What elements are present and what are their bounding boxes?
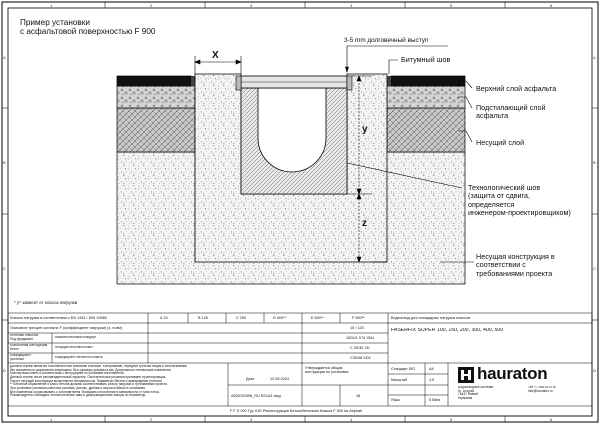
ruler-col-1-bottom: 1 [50,417,53,422]
tb-row3-mid: Нижний бетонный стандарт [55,336,96,339]
callout-bitumen-seam: Битумный шов [401,55,451,64]
ruler-row-a-right: A [593,55,596,60]
tb-date-value: 12.05.2024 [270,377,290,381]
ruler-col-5: 5 [450,3,453,8]
hauraton-logo-text: hauraton [477,364,548,383]
callout-base-layer: Несущий слой [476,138,525,147]
ruler-row-b-right: B [593,160,596,165]
ruler-col-1: 1 [50,3,53,8]
tb-depth-value-4: C30/38 XD2 [350,356,371,360]
tb-scale-label: Масштаб [391,378,408,382]
tb-depth-row-label: Описание трещин согласно F (коэффициент нагрузки) (x, в мм) [10,326,123,330]
ruler-row-d-right: D [593,368,596,373]
tb-row4-mid: Несущий бетонный класс [55,346,93,349]
ruler-col-2: 2 [150,3,153,8]
tb-language-value: 5 Bibis [429,398,441,402]
tb-scale-value: 1:5 [429,378,435,382]
ruler-col-3: 3 [250,3,253,8]
tb-row5-left: Коэффициент усиления [10,354,31,361]
ruler-col-4: 4 [350,3,353,8]
ruler-col-3-bottom: 3 [250,417,253,422]
tb-row3-left: Бетонная отмостка Под фундамент [10,334,39,341]
tb-row4-left: Монолитная конструкция Бетон [10,344,48,351]
tb-load-class-f900: F 900** [352,316,365,320]
ruler-row-a: A [3,55,6,60]
ruler-col-2-bottom: 2 [150,417,153,422]
tb-approval: Утверждается общая инструкция по установке [305,366,349,375]
tb-load-class-d400: D 400** [273,316,287,320]
callout-tech-seam: Технологический шов (защита от сдвига, определяется инженером-проектировщиком) [468,183,571,217]
callout-protrusion: 3-5 mm долговечный выступ [344,37,429,44]
dim-x-label: X [212,50,219,61]
ruler-row-c: C [3,266,6,271]
tb-language-label: Язык [391,398,400,402]
tb-contact: Тел +7 495 6370 50 info@hauraton.ru [528,386,557,393]
tb-load-class-b125: B 125 [198,316,208,320]
tb-standard-value: A4 [429,367,434,371]
tb-standard-label: Стандарт ISO [391,367,416,371]
dim-y-label: y [362,124,368,135]
tb-row5-mid: Коэффициент бетонного класса [55,356,103,359]
tb-bottom-line: F F S 200 Typ 01D Реконструкция Бетонобетонная Класса F 900 на Asphalt [230,409,362,413]
callout-structure: Несущая конструкция в соответствии с требованиями проекта [476,252,555,278]
tb-depth-value-1: 15 / 120 [350,326,364,330]
tb-product-name: FASERFIX SUPER 100, 150, 200, 300, 400, 500 [391,328,504,333]
hauraton-logo [458,364,552,384]
title-line-2: с асфальтовой поверхностью F 900 [20,27,156,37]
tb-load-class-e600: E 600** [311,316,324,320]
tb-product-intro: Водоотвод для площадных нагрузок классов [391,316,471,320]
tb-date-label: Дата [246,377,255,381]
ruler-row-b: B [3,160,6,165]
ruler-col-6-bottom: 6 [550,417,553,422]
ruler-col-5-bottom: 5 [450,417,453,422]
tb-drawing-number: 0000032598_RU SS1A1.dwg [231,394,281,398]
tb-load-row-label: Классы нагрузки в соответствии с EN 1433 / DIN 19580 [10,316,107,320]
tb-depth-value-2: 1000/1 X74 XM1 [346,336,375,340]
tb-load-class-c250: C 250 [236,316,247,320]
tb-load-class-a15: A 15 [160,316,168,320]
ruler-row-c-right: C [593,266,596,271]
tb-legal-notes: Данный чертеж является собственностью компании Hauraton. Копирование, передача третьим лицам и использование без письменного разрешения запрещены. Все размеры указаны в мм. Допускаются технические изменения. Монтаж выполнять в соответствии с инструкцией по установке изготовителя. Данный чертеж носит рекомендательный характер. Окончательные решения принимает проектировщик. Расчет несущей конструкции выполняется специалистом. Параметры бетона и армирования уточнять. ** Бетонное обрамление и класс бетона должны соответствовать классу нагрузки и требованиям проекта. При установке учитывать местные условия, уклоны, дренаж и морозостойкость основания. Все изменения согласовывать с изготовителем. Возможны отклонения в зависимости от типа лотка. Рекомендуется соблюдать технологические швы и деформационные зазоры по периметру. [10,365,188,398]
ruler-col-4-bottom: 4 [350,417,353,422]
callout-sub-asphalt: Подстилающий слой асфальта [476,103,546,121]
ruler-row-d: D [3,368,6,373]
title-line-1: Пример установки [20,18,90,27]
dim-z-label: z [362,218,367,229]
footnote: * у* зависит от класса нагрузки [14,300,78,305]
tb-depth-value-3: C 25/30 XD [350,346,370,350]
callout-top-asphalt: Верхний слой асфальта [476,84,557,93]
tb-sheet-number: 18 [356,394,361,398]
tb-address: Водоотводные системы Kr. Leopold 76437 Rastatt Германия [458,386,494,400]
ruler-col-6: 6 [550,3,553,8]
